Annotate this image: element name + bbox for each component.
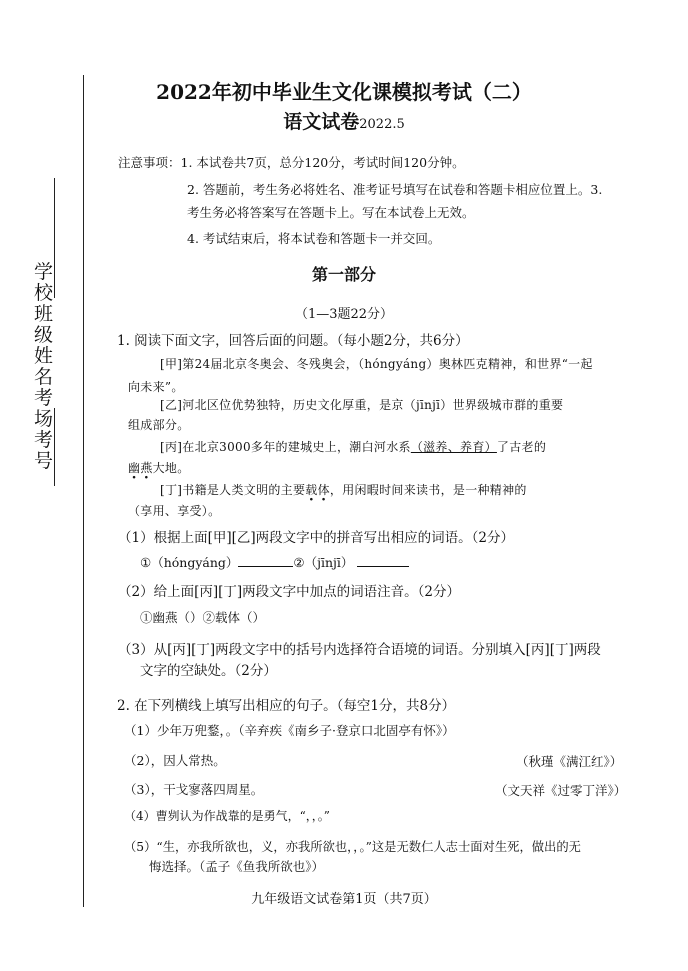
q1-bing-options: （滋养、养育） xyxy=(410,440,497,454)
q1-bing-text-2: 了古老的 xyxy=(496,440,547,454)
sidebar-char: 学 xyxy=(34,261,54,283)
sidebar-char: 姓 xyxy=(34,345,54,367)
exam-subtitle xyxy=(0,107,688,134)
q2-line-1: （1）少年万兜鍪，。（辛弃疾《南乡子·登京口北固亭有怀》） xyxy=(124,723,455,738)
q1-sub3-line2: 文字的空缺处。（2分） xyxy=(140,663,277,679)
q1-ding-line2: （享用、享受）。 xyxy=(128,504,221,518)
sidebar-char: 考 xyxy=(34,429,54,451)
q1-jia-line1: [甲]第24届北京冬奥会、冬残奥会，（hóngyáng）奥林匹克精神，和世界“一起 xyxy=(160,357,593,371)
dotted-char: 载 xyxy=(305,483,318,497)
q2-line-2-source: （秋瑾《满江红》） xyxy=(516,754,623,769)
dotted-char: 燕 xyxy=(140,461,153,475)
q1-sub2: （2）给上面[丙][丁]两段文字中加点的词语注音。（2分） xyxy=(118,584,460,600)
q1-ding-text: [丁]书籍是人类文明的主要 xyxy=(160,483,306,497)
q1-ding-line1 xyxy=(160,481,527,498)
dotted-char: 幽 xyxy=(128,461,141,475)
page-footer: 九年级语文试卷第1页（共7页） xyxy=(251,892,437,907)
sidebar-char: 号 xyxy=(34,450,54,472)
q1-bing-line1 xyxy=(160,438,546,455)
q1-sub2-answers: ①幽燕（）②载体（） xyxy=(140,610,266,625)
seal-line-bottom xyxy=(54,408,55,486)
notice-line-1 xyxy=(118,153,465,171)
q1-yi-line1: [乙]河北区位优势独特，历史文化厚重，是京（jīnjī）世界级城市群的重要 xyxy=(160,398,564,412)
sidebar-char: 考 xyxy=(34,387,54,409)
q1-sub1-a: ①（hóngyáng） xyxy=(140,555,239,570)
notice-item-2a: 2. 答题前，考生务必将姓名、准考证号填写在试卷和答题卡相应位置上。3. xyxy=(187,182,603,197)
dotted-char: 体 xyxy=(317,483,330,497)
notice-item-1: 1. 本试卷共7页，总分120分，考试时间120分钟。 xyxy=(180,155,465,170)
q2-line-4: （4）曹刿认为作战靠的是勇气，“，，。” xyxy=(124,809,330,823)
q2-line-3-source: （文天祥《过零丁洋》） xyxy=(495,783,627,798)
sidebar-char: 班 xyxy=(34,303,54,325)
notice-label: 注意事项： xyxy=(118,155,181,170)
q1-sub3-line1: （3）从[丙][丁]两段文字中的括号内选择符合语境的词语。分别填入[丙][丁]两段 xyxy=(118,642,601,658)
q1-sub1-answers xyxy=(140,553,409,571)
sidebar-char: 名 xyxy=(34,366,54,388)
q2-line-2: （2），因人常热。 xyxy=(124,753,226,768)
subject-title: 语文试卷 xyxy=(283,111,360,133)
q2-line-5b: 悔选择。（孟子《鱼我所欲也》） xyxy=(149,859,325,874)
sidebar-char: 级 xyxy=(34,324,54,346)
q1-bing-line2 xyxy=(128,459,190,476)
exam-date: 2022.5 xyxy=(359,117,405,132)
q2-stem: 2. 在下列横线上填写出相应的句子。（每空1分，共8分） xyxy=(117,698,456,714)
part-heading: 第一部分 xyxy=(311,265,376,284)
q1-yi-line2: 组成部分。 xyxy=(128,418,190,432)
q1-ding-text-2: ，用闲暇时间来读书，是一种精神的 xyxy=(329,483,527,497)
q1-stem: 1. 阅读下面文字，回答后面的问题。（每小题2分，共6分） xyxy=(117,333,469,349)
q1-bing-text: [丙]在北京3000多年的建城史上，潮白河水系 xyxy=(160,440,411,454)
notice-item-2b: 考生务必将答案写在答题卡上。写在本试卷上无效。 xyxy=(187,205,475,220)
sidebar-char: 场 xyxy=(34,408,54,430)
answer-blank[interactable] xyxy=(357,554,409,567)
part-range: （1—3题22分） xyxy=(294,307,394,322)
q1-sub1: （1）根据上面[甲][乙]两段文字中的拼音写出相应的词语。（2分） xyxy=(118,530,514,546)
q2-line-3: （3），干戈寥落四周星。 xyxy=(124,782,264,797)
exam-title: 2022年初中毕业生文化课模拟考试（二） xyxy=(156,80,532,104)
binding-line xyxy=(83,75,84,907)
q1-bing-text-3: 大地。 xyxy=(152,461,190,475)
answer-blank[interactable] xyxy=(238,554,293,567)
sidebar-char: 校 xyxy=(34,282,54,304)
q1-jia-line2: 向未来”。 xyxy=(128,380,184,394)
q1-sub1-b: ②（jīnjī） xyxy=(293,555,354,570)
notice-item-4: 4. 考试结束后，将本试卷和答题卡一并交回。 xyxy=(187,231,441,246)
q2-line-5a: （5）“生，亦我所欲也，义，亦我所欲也，，。”这是无数仁人志士面对生死，做出的无 xyxy=(124,840,581,854)
